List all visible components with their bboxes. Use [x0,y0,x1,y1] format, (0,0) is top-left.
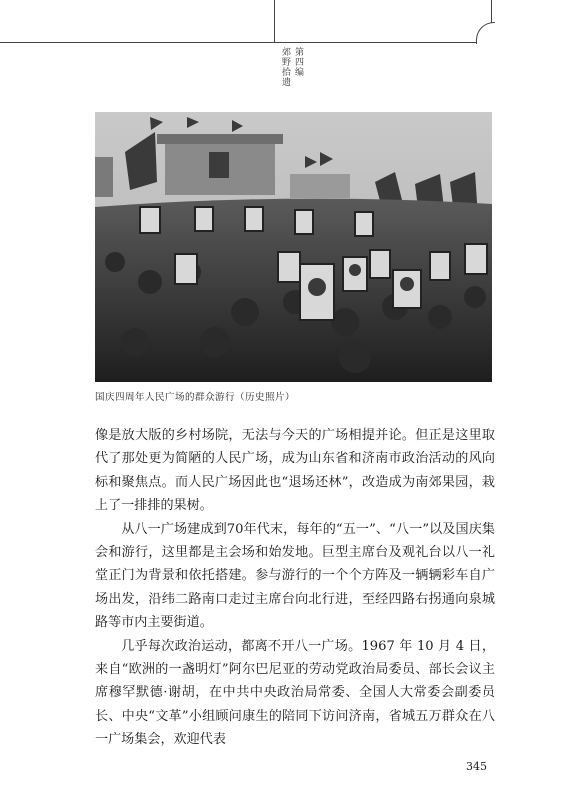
body-text [95,424,495,752]
figure-caption: 国庆四周年人民广场的群众游行（历史照片） [95,392,296,403]
historical-photo [95,112,492,382]
paragraph-2: 从八一广场建成到70年代末，每年的“五一”、“八一”以及国庆集会和游行，这里都是主会场和始发地。巨型主席台及观礼台以八一礼堂正门为背景和依托搭建。参与游行的一个个方阵及一辆辆彩车自广场出发，沿纬二路南口走过主席台向北行进，至经四路右拐通向泉城路等市内主要街道。 [95,521,495,631]
header-rule-curve [476,22,495,44]
header-rule-vertical [274,0,275,42]
section-label: 郊野拾遗 [280,47,290,87]
chapter-label: 第四编 [293,47,303,77]
header-rule [0,42,477,43]
header-rule-vertical-right [491,0,492,23]
paragraph-3: 几乎每次政治运动，都离不开八一广场。1967 年 10 月 4 日，来自“欧洲的一盏明灯”阿尔巴尼亚的劳动党政治局委员、部长会议主席穆罕默德·谢胡，在中共中央政治局常委、全国人大常委会副委员长、中央“文革”小组顾问康生的陪同下访问济南，省城五万群众在八一广场集会，欢迎代表 [95,638,495,748]
page-number: 345 [466,760,487,773]
paragraph-1: 像是放大版的乡村场院，无法与今天的广场相提并论。但正是这里取代了那处更为简陋的人民广场，成为山东省和济南市政治活动的风向标和聚焦点。而人民广场因此也“退场还林”，改造成为南郊果园，栽上了一排排的果树。 [95,428,495,514]
